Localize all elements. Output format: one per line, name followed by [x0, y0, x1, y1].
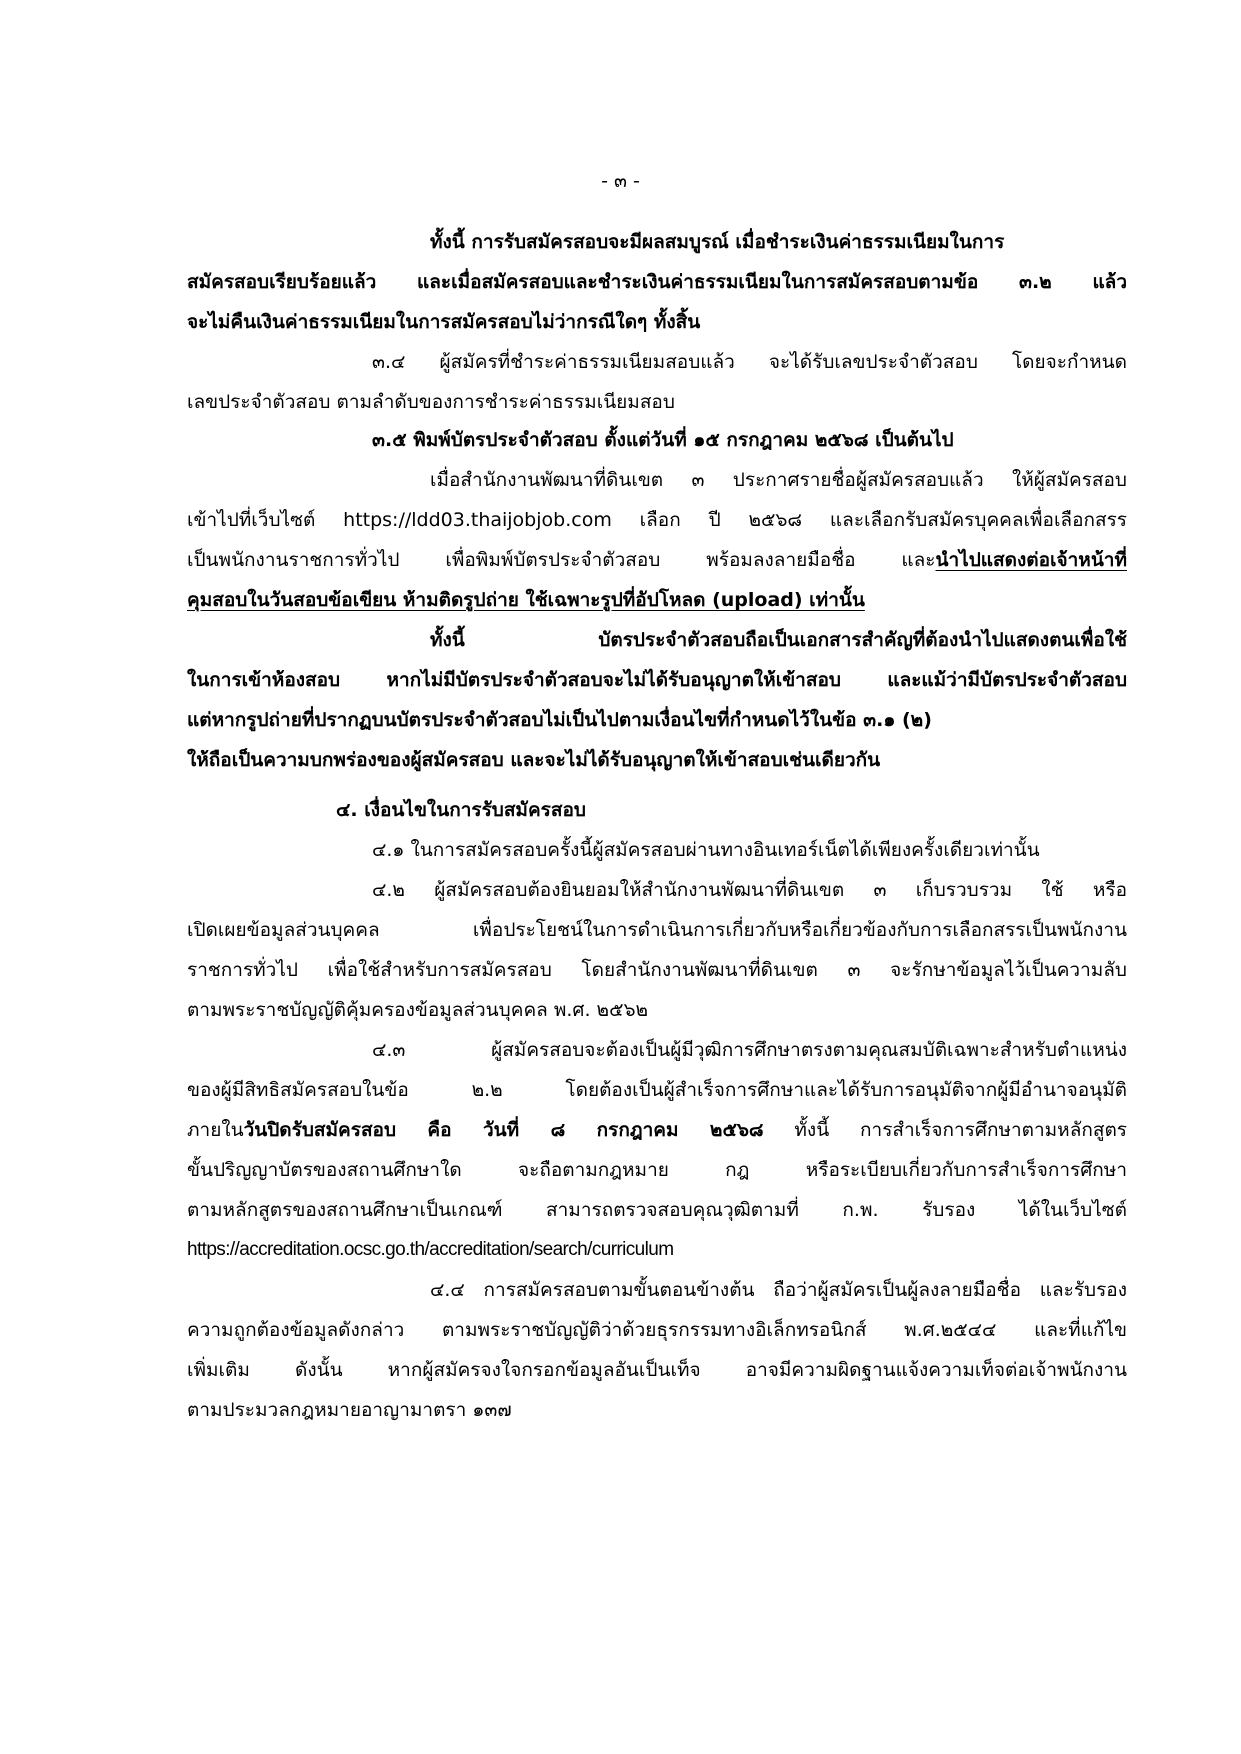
fee-note-line-2: สมัครสอบเรียบร้อยแล้ว และเมื่อสมัครสอบและชำระเงินค่าธรรมเนียมในการสมัครสอบตามข้อ ๓.๒ แล้ว [187, 271, 1127, 293]
section-3-5-note-line-3: แต่หากรูปถ่ายที่ปรากฏบนบัตรประจำตัวสอบไม่เป็นไปตามเงื่อนไขที่กำหนดไว้ในข้อ ๓.๑ (๒) [187, 709, 932, 731]
section-3-5-note-line-4: ให้ถือเป็นความบกพร่องของผู้สมัครสอบ และจะไม่ได้รับอนุญาตให้เข้าสอบเช่นเดียวกัน [187, 749, 881, 771]
section-4-2-line-1: ๔.๒ ผู้สมัครสอบต้องยินยอมให้สำนักงานพัฒนาที่ดินเขต ๓ เก็บรวบรวม ใช้ หรือ [372, 879, 1127, 901]
section-3-4-line-2: เลขประจำตัวสอบ ตามลำดับของการชำระค่าธรรมเนียมสอบ [187, 391, 675, 413]
section-4-3-line-3 [187, 1112, 1127, 1148]
section-3-5-line-1: เมื่อสำนักงานพัฒนาที่ดินเขต ๓ ประกาศรายชื่อผู้สมัครสอบแล้ว ให้ผู้สมัครสอบ [430, 469, 1127, 491]
section-4-2-line-3: ราชการทั่วไป เพื่อใช้สำหรับการสมัครสอบ โดยสำนักงานพัฒนาที่ดินเขต ๓ จะรักษาข้อมูลไว้เป็นความลับ [187, 959, 1127, 981]
section-3-5-line-2: เข้าไปที่เว็บไซต์ https://ldd03.thaijobjob.com เลือก ปี ๒๕๖๘ และเลือกรับสมัครบุคคลเพื่อเลือกสรร [187, 509, 1127, 531]
section-4-4-line-3: เพิ่มเติม ดังนั้น หากผู้สมัครจงใจกรอกข้อมูลอันเป็นเท็จ อาจมีความผิดฐานแจ้งความเท็จต่อเจ้าพนักงาน [187, 1359, 1127, 1381]
section-4-2-line-4: ตามพระราชบัญญัติคุ้มครองข้อมูลส่วนบุคคล พ.ศ. ๒๕๖๒ [187, 999, 649, 1021]
section-4-3-line-1: ๔.๓ ผู้สมัครสอบจะต้องเป็นผู้มีวุฒิการศึกษาตรงตามคุณสมบัติเฉพาะสำหรับตำแหน่ง [372, 1039, 1127, 1061]
section-4-3-line-5: ตามหลักสูตรของสถานศึกษาเป็นเกณฑ์ สามารถตรวจสอบคุณวุฒิตามที่ ก.พ. รับรอง ได้ในเว็บไซต์ [187, 1199, 1127, 1221]
section-3-5-note-line-1: ทั้งนี้ บัตรประจำตัวสอบถือเป็นเอกสารสำคัญที่ต้องนำไปแสดงตนเพื่อใช้ [430, 629, 1127, 651]
section-4-3-line-3-prefix: ภายใน [187, 1119, 244, 1141]
accreditation-url: https://accreditation.ocsc.go.th/accreditation/search/curriculum [187, 1239, 674, 1260]
section-4-2-line-2: เปิดเผยข้อมูลส่วนบุคคล เพื่อประโยชน์ในการดำเนินการเกี่ยวกับหรือเกี่ยวข้องกับการเลือกสรรเป็นพนักงาน [187, 919, 1127, 941]
section-4-3-line-4: ขั้นปริญญาบัตรของสถานศึกษาใด จะถือตามกฎหมาย กฎ หรือระเบียบเกี่ยวกับการสำเร็จการศึกษา [187, 1159, 1127, 1181]
section-3-5-note-line-2: ในการเข้าห้องสอบ หากไม่มีบัตรประจำตัวสอบจะไม่ได้รับอนุญาตให้เข้าสอบ และแม้ว่ามีบัตรประจำตัวสอบ [187, 669, 1127, 691]
section-3-5-line-3-emphasis: นำไปแสดงต่อเจ้าหน้าที่ [935, 549, 1127, 571]
page-number: - ๓ - [601, 170, 640, 192]
section-4-1: ๔.๑ ในการสมัครสอบครั้งนี้ผู้สมัครสอบผ่านทางอินเทอร์เน็ตได้เพียงครั้งเดียวเท่านั้น [372, 839, 1040, 861]
section-4-4-line-1: ๔.๔ การสมัครสอบตามขั้นตอนข้างต้น ถือว่าผู้สมัครเป็นผู้ลงลายมือชื่อ และรับรอง [430, 1279, 1127, 1301]
section-3-5-line-4: คุมสอบในวันสอบข้อเขียน ห้ามติดรูปถ่าย ใช้เฉพาะรูปที่อัปโหลด (upload) เท่านั้น [187, 589, 865, 611]
section-4-4-line-4: ตามประมวลกฎหมายอาญามาตรา ๑๓๗ [187, 1399, 512, 1421]
closing-date-text: วันปิดรับสมัครสอบ คือ วันที่ ๘ กรกฎาคม ๒๕๖๘ [243, 1119, 764, 1141]
section-3-5-line-3 [187, 542, 1127, 578]
section-3-4-line-1: ๓.๔ ผู้สมัครที่ชำระค่าธรรมเนียมสอบแล้ว จะได้รับเลขประจำตัวสอบ โดยจะกำหนด [372, 351, 1127, 373]
section-3-5-heading: ๓.๕ พิมพ์บัตรประจำตัวสอบ ตั้งแต่วันที่ ๑๕ กรกฎาคม ๒๕๖๘ เป็นต้นไป [372, 429, 954, 451]
fee-note-line-3: จะไม่คืนเงินค่าธรรมเนียมในการสมัครสอบไม่ว่ากรณีใดๆ ทั้งสิ้น [187, 311, 701, 333]
section-4-3-line-3-suffix: ทั้งนี้ การสำเร็จการศึกษาตามหลักสูตร [763, 1119, 1127, 1141]
section-4-heading: ๔. เงื่อนไขในการรับสมัครสอบ [336, 799, 586, 821]
section-4-3-line-2: ของผู้มีสิทธิสมัครสอบในข้อ ๒.๒ โดยต้องเป็นผู้สำเร็จการศึกษาและได้รับการอนุมัติจากผู้มีอำนาจอนุมัติ [187, 1079, 1127, 1101]
fee-note-line-1: ทั้งนี้ การรับสมัครสอบจะมีผลสมบูรณ์ เมื่อชำระเงินค่าธรรมเนียมในการ [430, 231, 1005, 253]
section-4-4-line-2: ความถูกต้องข้อมูลดังกล่าว ตามพระราชบัญญัติว่าด้วยธุรกรรมทางอิเล็กทรอนิกส์ พ.ศ.๒๕๔๔ และที่แก้ไข [187, 1319, 1127, 1341]
section-3-5-line-3-text: เป็นพนักงานราชการทั่วไป เพื่อพิมพ์บัตรประจำตัวสอบ พร้อมลงลายมือชื่อ และ [187, 549, 936, 571]
